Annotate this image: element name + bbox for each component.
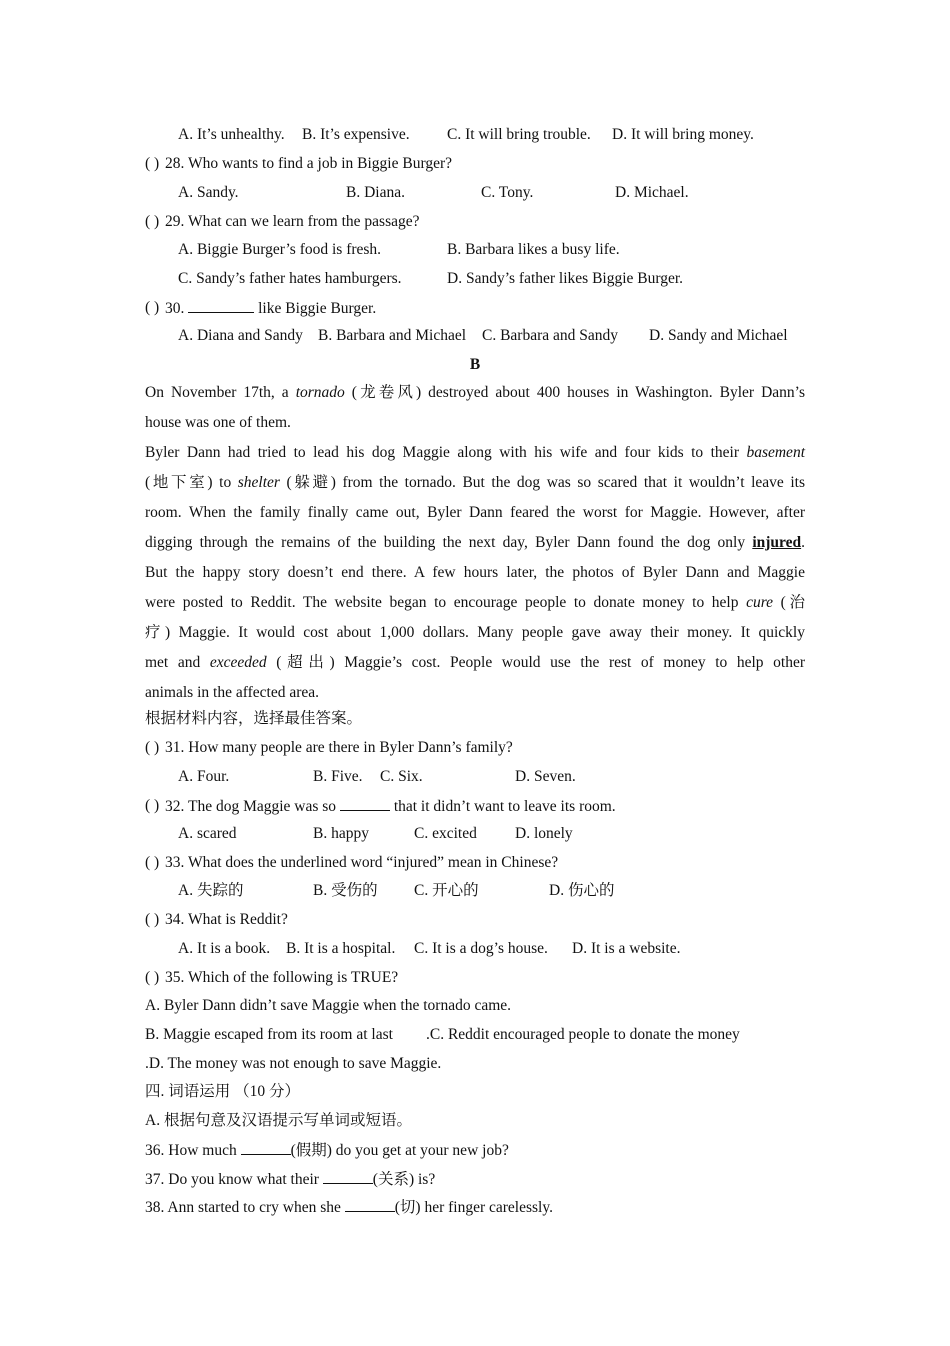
q31-option-b: B. Five. <box>313 768 363 785</box>
q31-option-c: C. Six. <box>380 768 423 785</box>
q27-option-c: C. It will bring trouble. <box>447 126 591 143</box>
q36: 36. How much (假期) do you get at your new job? <box>145 1142 509 1159</box>
word-cure: cure <box>746 594 774 611</box>
q32-option-d: D. lonely <box>515 825 573 842</box>
q31-answer-paren: ( ) <box>145 739 160 756</box>
q38: 38. Ann started to cry when she (切) her finger carelessly. <box>145 1199 553 1216</box>
q34-option-b: B. It is a hospital. <box>286 940 396 957</box>
q29-option-b: B. Barbara likes a busy life. <box>447 241 620 258</box>
q29-option-c: C. Sandy’s father hates hamburgers. <box>178 270 402 287</box>
q30-option-d: D. Sandy and Michael <box>649 327 788 344</box>
underlined-word-injured: injured <box>752 534 802 551</box>
q30-number: 30. <box>165 300 185 317</box>
section4-heading: 四. 词语运用 （10 分） <box>145 1083 301 1100</box>
word-basement: basement <box>746 444 805 461</box>
q30-option-b: B. Barbara and Michael <box>318 327 467 344</box>
q28-answer-paren: ( ) <box>145 155 160 172</box>
q32-blank[interactable] <box>340 796 390 811</box>
q29-option-a: A. Biggie Burger’s food is fresh. <box>178 241 382 258</box>
passage-line: 疗) Maggie. It would cost about 1,000 dollars. Many people gave away their money. It quickly <box>145 624 805 641</box>
q33-option-c: C. 开心的 <box>414 882 479 899</box>
q34-option-a: A. It is a book. <box>178 940 271 957</box>
passage-line: house was one of them. <box>145 414 291 431</box>
section4-instruction: A. 根据句意及汉语提示写单词或短语。 <box>145 1112 412 1129</box>
word-tornado: tornado <box>295 384 345 401</box>
q32-stem: 32. The dog Maggie was so that it didn’t want to leave its room. <box>165 798 616 815</box>
q33-option-d: D. 伤心的 <box>549 882 615 899</box>
q31-option-a: A. Four. <box>178 768 230 785</box>
q31-stem: 31. How many people are there in Byler Dann’s family? <box>165 739 513 756</box>
passage-line: room. When the family finally came out, Byler Dann feared the worst for Maggie. However, after <box>145 504 805 521</box>
instruction-b: 根据材料内容，选择最佳答案。 <box>145 710 363 727</box>
q33-option-a: A. 失踪的 <box>178 882 244 899</box>
passage-line: digging through the remains of the building the next day, Byler Dann found the dog only injured. <box>145 534 805 551</box>
q30-stem-after: like Biggie Burger. <box>258 300 377 317</box>
q35-option-b: B. Maggie escaped from its room at last <box>145 1026 393 1043</box>
q27-option-b: B. It’s expensive. <box>302 126 410 143</box>
word-shelter: shelter <box>237 474 280 491</box>
q28-option-b: B. Diana. <box>346 184 405 201</box>
q35-option-c: .C. Reddit encouraged people to donate the money <box>426 1026 740 1043</box>
q30-answer-paren: ( ) <box>145 299 160 316</box>
q38-blank[interactable] <box>345 1197 395 1212</box>
q30-stem <box>165 298 376 319</box>
section-b-heading: B <box>469 356 481 373</box>
q34-option-c: C. It is a dog’s house. <box>414 940 548 957</box>
q27-option-d: D. It will bring money. <box>612 126 754 143</box>
q27-option-a: A. It’s unhealthy. <box>178 126 285 143</box>
q31-option-d: D. Seven. <box>515 768 576 785</box>
q28-option-d: D. Michael. <box>615 184 689 201</box>
q37: 37. Do you know what their (关系) is? <box>145 1171 436 1188</box>
word-exceeded: exceeded <box>209 654 267 671</box>
q30-option-a: A. Diana and Sandy <box>178 327 303 344</box>
q28-stem: 28. Who wants to find a job in Biggie Burger? <box>165 155 452 172</box>
q34-option-d: D. It is a website. <box>572 940 681 957</box>
q28-option-a: A. Sandy. <box>178 184 239 201</box>
passage-line: were posted to Reddit. The website began to encourage people to donate money to help cure (治 <box>145 594 805 611</box>
q35-option-a: A. Byler Dann didn’t save Maggie when the tornado came. <box>145 997 512 1014</box>
q35-answer-paren: ( ) <box>145 969 160 986</box>
passage-line: On November 17th, a tornado (龙卷风) destroyed about 400 houses in Washington. Byler Dann’s <box>145 384 805 401</box>
q29-answer-paren: ( ) <box>145 213 160 230</box>
passage-line: Byler Dann had tried to lead his dog Maggie along with his wife and four kids to their basement <box>145 444 805 461</box>
q30-blank[interactable] <box>188 298 254 313</box>
q36-blank[interactable] <box>241 1140 291 1155</box>
q35-option-d: .D. The money was not enough to save Maggie. <box>145 1055 442 1072</box>
passage-line: (地下室) to shelter (躲避) from the tornado. But the dog was so scared that it wouldn’t leave its <box>145 474 805 491</box>
passage-line: met and exceeded (超出) Maggie’s cost. People would use the rest of money to help other <box>145 654 805 671</box>
q33-stem: 33. What does the underlined word “injured” mean in Chinese? <box>165 854 559 871</box>
q34-answer-paren: ( ) <box>145 911 160 928</box>
q32-option-c: C. excited <box>414 825 477 842</box>
q33-answer-paren: ( ) <box>145 854 160 871</box>
q28-option-c: C. Tony. <box>481 184 534 201</box>
passage <box>145 378 805 708</box>
q34-stem: 34. What is Reddit? <box>165 911 288 928</box>
passage-line: But the happy story doesn’t end there. A few hours later, the photos of Byler Dann and Maggie <box>145 564 805 581</box>
q32-answer-paren: ( ) <box>145 797 160 814</box>
q32-option-b: B. happy <box>313 825 369 842</box>
q37-blank[interactable] <box>323 1169 373 1184</box>
q30-option-c: C. Barbara and Sandy <box>482 327 619 344</box>
q29-option-d: D. Sandy’s father likes Biggie Burger. <box>447 270 684 287</box>
q35-stem: 35. Which of the following is TRUE? <box>165 969 399 986</box>
q33-option-b: B. 受伤的 <box>313 882 378 899</box>
passage-line: animals in the affected area. <box>145 684 319 701</box>
q32-option-a: A. scared <box>178 825 237 842</box>
q29-stem: 29. What can we learn from the passage? <box>165 213 420 230</box>
